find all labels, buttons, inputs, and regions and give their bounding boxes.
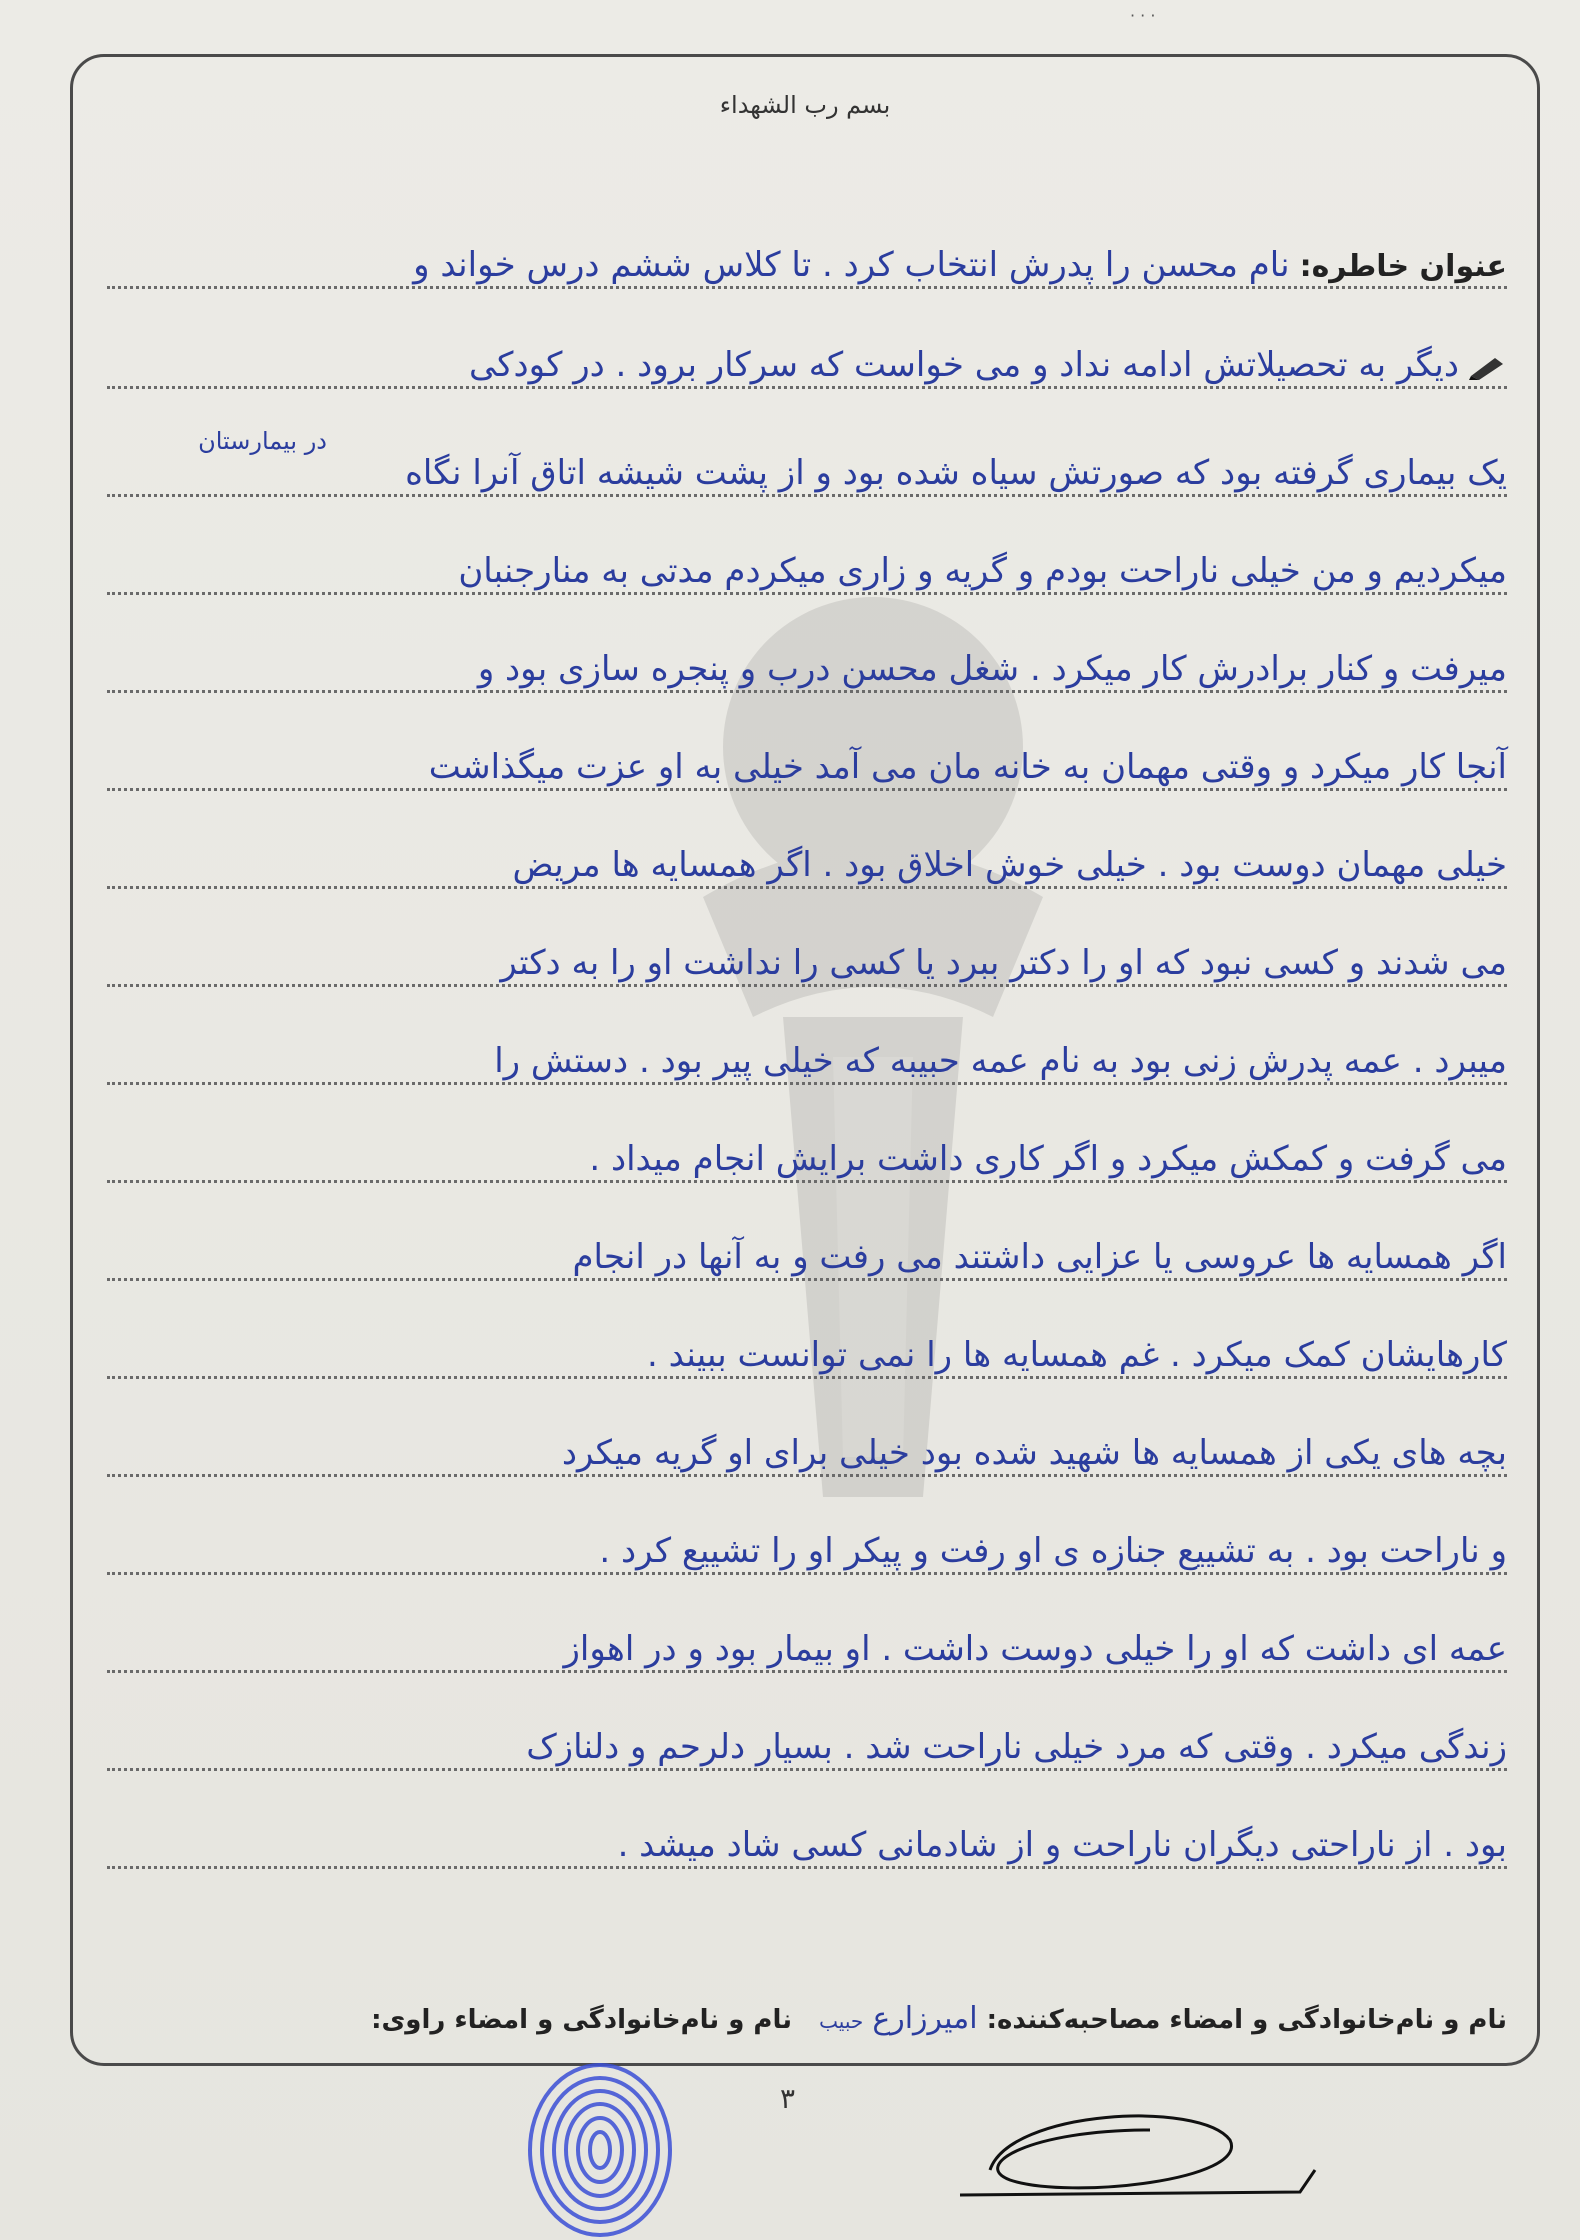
pen-icon <box>1469 354 1507 380</box>
memoir-line-text: اگر همسایه ها عروسی یا عزایی داشتند می رفت و به آنها در انجام <box>572 1237 1507 1277</box>
memoir-line-text: خیلی مهمان دوست بود . خیلی خوش اخلاق بود . اگر همسایه ها مریض <box>512 845 1507 885</box>
dotted-rule <box>107 788 1507 791</box>
memoir-line-text: دیگر به تحصیلاتش ادامه نداد و می خواست که سرکار برود . در کودکی <box>468 345 1459 385</box>
memoir-line-text: زندگی میکرد . وقتی که مرد خیلی ناراحت شد . بسیار دلرحم و دلنازک <box>526 1727 1507 1767</box>
dotted-rule <box>107 1180 1507 1183</box>
memoir-line-text: بچه های یکی از همسایه ها شهید شده بود خیلی برای او گریه میکرد <box>561 1433 1507 1473</box>
memoir-line-text: عمه ای داشت که او را خیلی دوست داشت . او بیمار بود و در اهواز <box>563 1629 1507 1669</box>
interviewer-label: نام و نام‌خانوادگی و امضاء مصاحبه‌کننده: <box>986 2005 1507 2035</box>
memoir-line <box>107 827 1507 897</box>
memoir-line <box>107 1807 1507 1877</box>
dotted-rule <box>107 286 1507 289</box>
dotted-rule <box>107 1082 1507 1085</box>
memoir-line-text: یک بیماری گرفته بود که صورتش سیاه شده بود و از پشت شیشه اتاق آنرا نگاه <box>405 453 1507 493</box>
page-number: ۳ <box>780 2082 796 2115</box>
memoir-line <box>107 1611 1507 1681</box>
narrator-label: نام و نام‌خانوادگی و امضاء راوی: <box>371 2005 793 2035</box>
dotted-rule <box>107 984 1507 987</box>
dotted-rule <box>107 1572 1507 1575</box>
memoir-line <box>107 533 1507 603</box>
memoir-title-label: عنوان خاطره: <box>1299 249 1507 284</box>
dotted-rule <box>107 1670 1507 1673</box>
fingerprint-mark-icon <box>520 2050 680 2240</box>
dotted-rule <box>107 1278 1507 1281</box>
memoir-line <box>107 435 1507 505</box>
top-marks: · · · <box>1130 6 1156 25</box>
memoir-line <box>107 925 1507 995</box>
memoir-line-text: میرفت و کنار برادرش کار میکرد . شغل محسن درب و پنجره سازی بود و <box>477 649 1507 689</box>
memoir-line <box>107 327 1507 397</box>
dotted-rule <box>107 690 1507 693</box>
memoir-line-text: بود . از ناراحتی دیگران ناراحت و از شادمانی کسی شاد میشد . <box>617 1825 1507 1865</box>
interviewer-name: امیرزارع <box>872 2001 978 2036</box>
dotted-rule <box>107 886 1507 889</box>
signature-mark-icon <box>950 2100 1330 2210</box>
memoir-line-text: می گرفت و کمکش میکرد و اگر کاری داشت برایش انجام میداد . <box>589 1139 1507 1179</box>
memoir-line-text: میبرد . عمه پدرش زنی بود به نام عمه حبیبه که خیلی پیر بود . دستش را <box>494 1041 1507 1081</box>
memoir-line <box>107 1513 1507 1583</box>
form-frame <box>70 54 1540 2066</box>
dotted-rule <box>107 1768 1507 1771</box>
memoir-line <box>107 1023 1507 1093</box>
memoir-line <box>107 1121 1507 1191</box>
memoir-line <box>107 1709 1507 1779</box>
memoir-line-text: و ناراحت بود . به تشییع جنازه ی او رفت و پیکر او را تشییع کرد . <box>599 1531 1507 1571</box>
signature-footer <box>107 2001 1507 2036</box>
memoir-line-text: آنجا کار میکرد و وقتی مهمان به خانه مان می آمد خیلی به او عزت میگذاشت <box>428 747 1507 787</box>
dotted-rule <box>107 1474 1507 1477</box>
memoir-line <box>107 631 1507 701</box>
margin-annotation: در بیمارستان <box>198 427 327 455</box>
memoir-line <box>107 729 1507 799</box>
dotted-rule <box>107 494 1507 497</box>
memoir-line-text: می شدند و کسی نبود که او را دکتر ببرد یا کسی را نداشت او را به دکتر <box>500 943 1507 983</box>
memoir-line <box>107 1415 1507 1485</box>
memoir-line <box>107 1317 1507 1387</box>
dotted-rule <box>107 1866 1507 1869</box>
page-header-title: بسم رب الشهداء <box>719 91 891 119</box>
memoir-line <box>107 1219 1507 1289</box>
dotted-rule <box>107 1376 1507 1379</box>
memoir-line-text: میکردیم و من خیلی ناراحت بودم و گریه و زاری میکردم مدتی به منارجنبان <box>458 551 1507 591</box>
memoir-line-text: نام محسن را پدرش انتخاب کرد . تا کلاس ششم درس خواند و <box>413 245 1290 285</box>
dotted-rule <box>107 386 1507 389</box>
dotted-rule <box>107 592 1507 595</box>
interviewer-note: حبیب <box>819 2009 864 2033</box>
memoir-lines <box>107 57 1507 2063</box>
memoir-line-text: کارهایشان کمک میکرد . غم همسایه ها را نمی توانست ببیند . <box>646 1335 1507 1375</box>
memoir-line <box>107 227 1507 297</box>
